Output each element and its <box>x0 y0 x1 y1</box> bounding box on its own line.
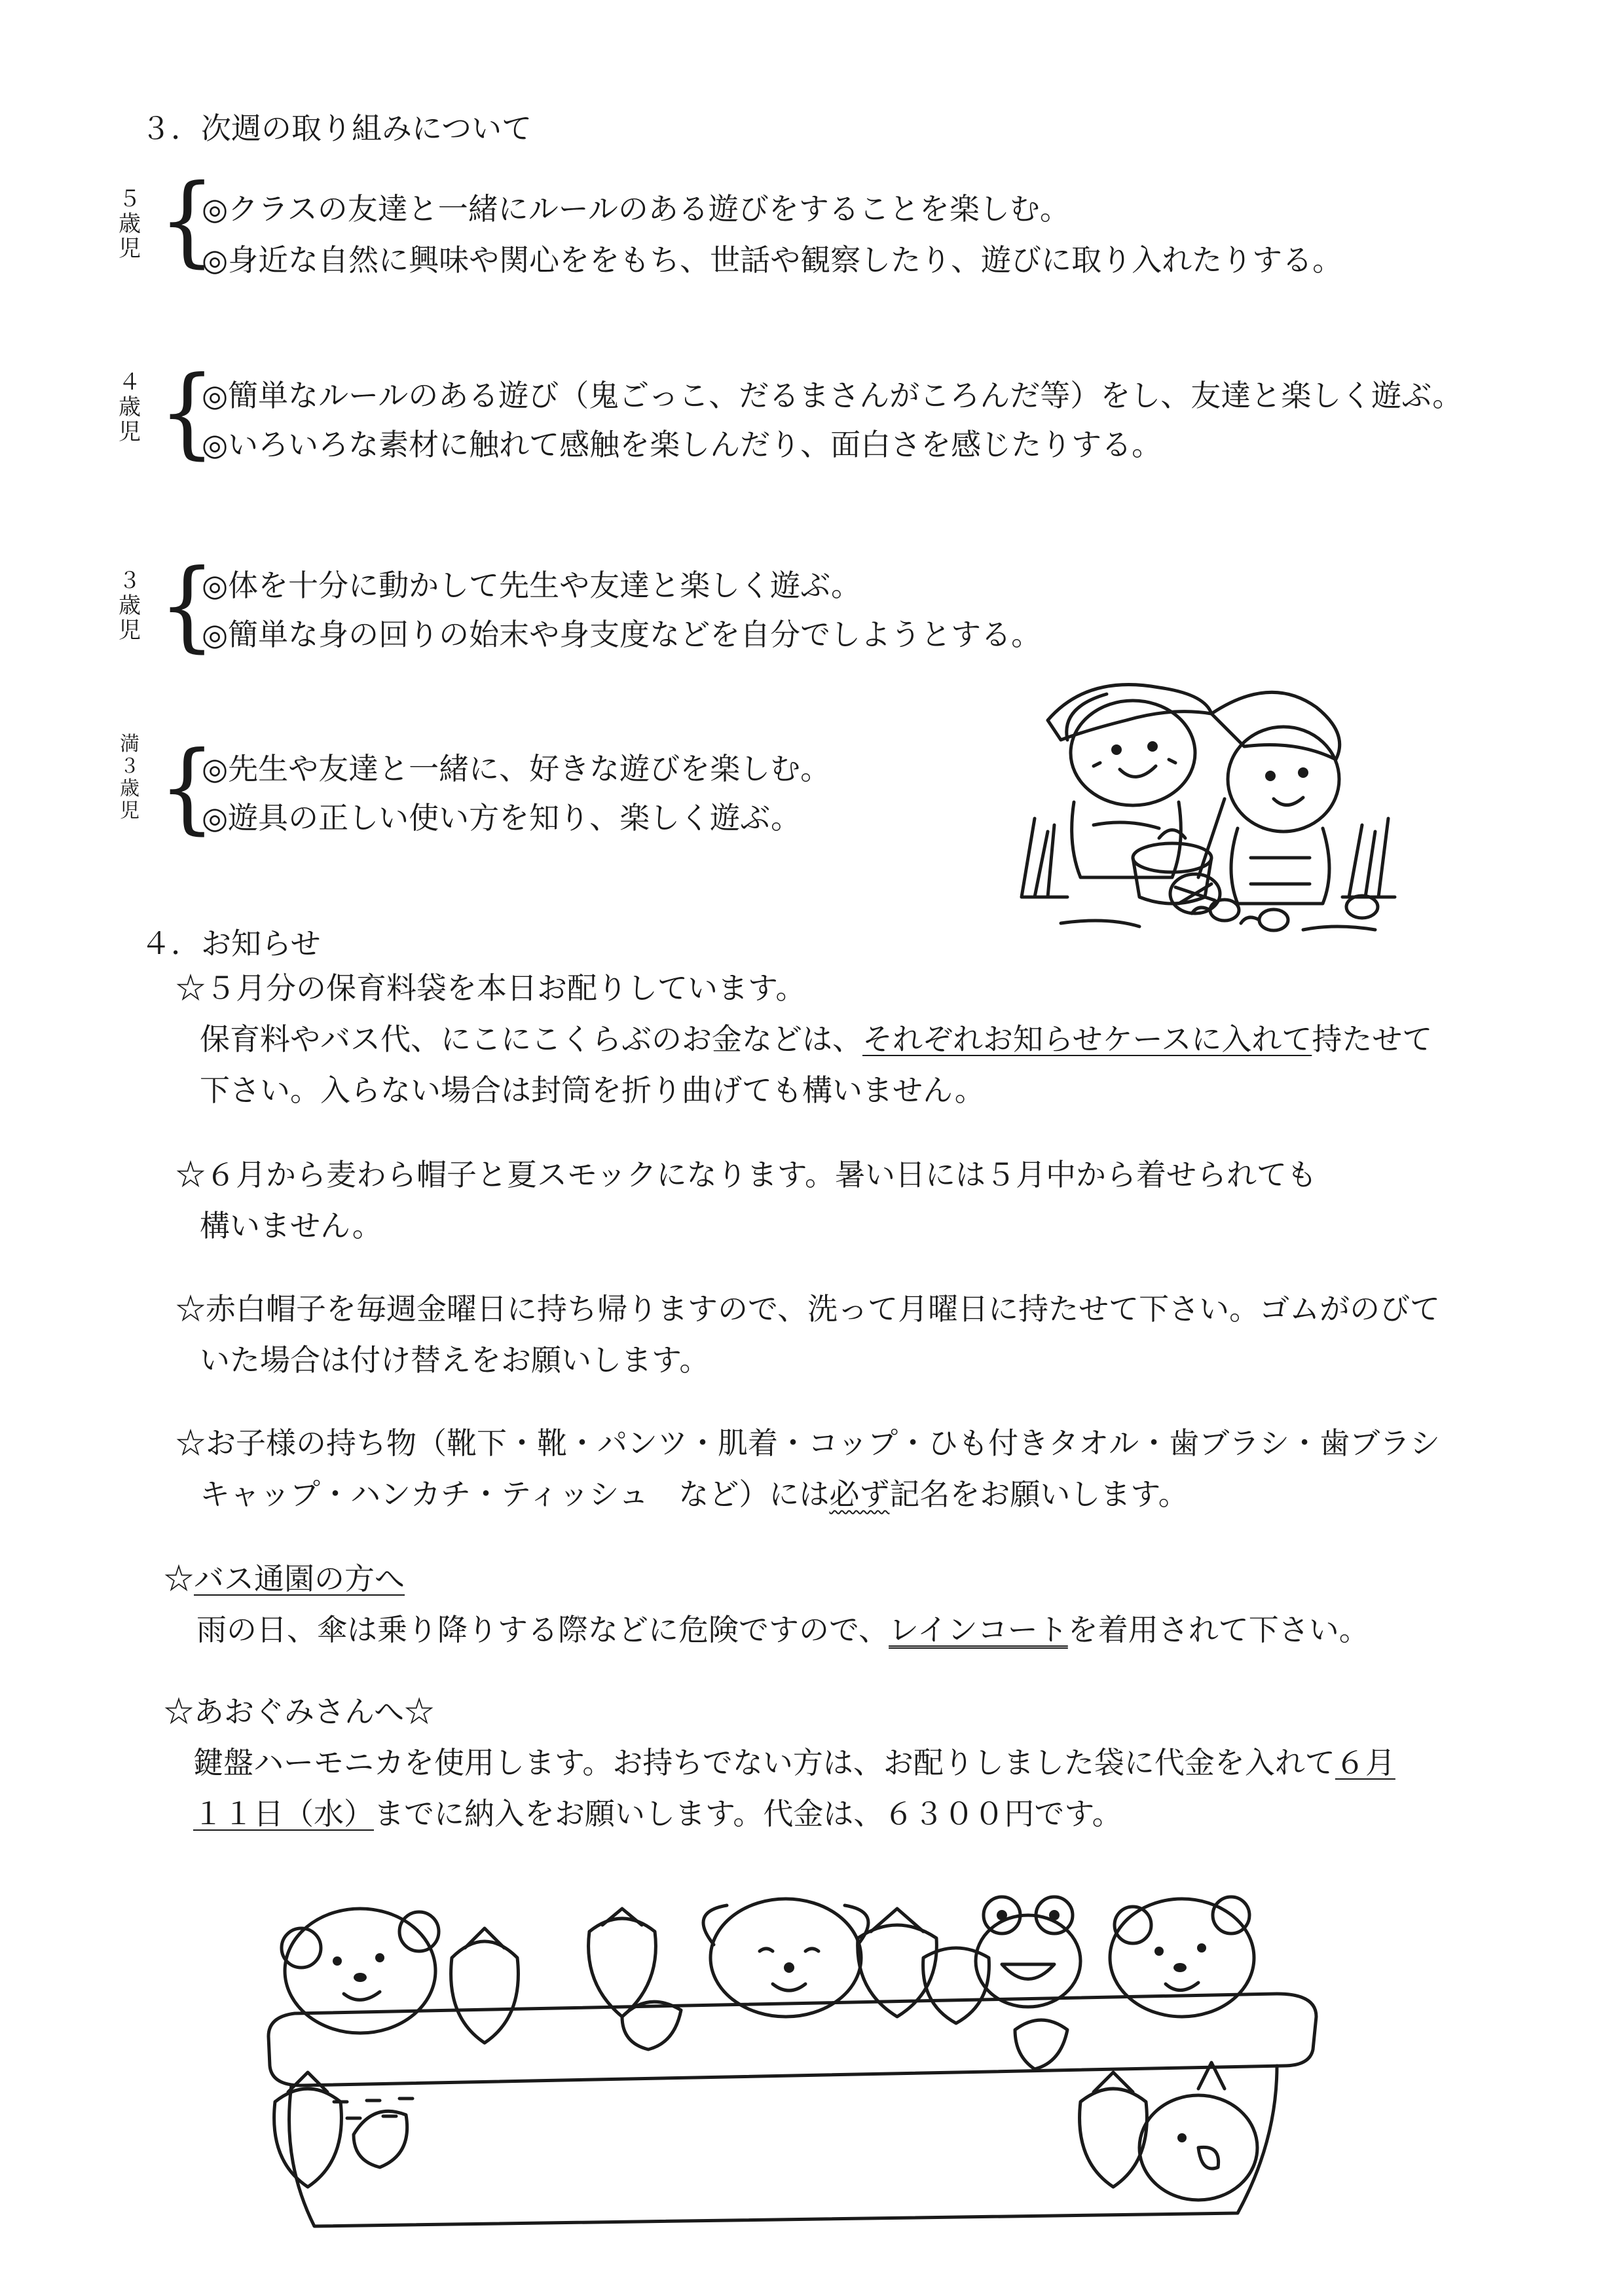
notice-line <box>196 1604 1369 1655</box>
age-label: 満３歳児 <box>120 733 139 822</box>
notice-line <box>193 1737 1395 1788</box>
underlined-text: それぞれお知らせケースに入れて <box>862 1021 1312 1057</box>
notice-line: 構いません。 <box>200 1208 382 1243</box>
age-label: ４歳児 <box>119 369 141 445</box>
brace-icon: { <box>158 356 215 469</box>
goal-line: ◎先生や友達と一緒に、好きな遊びを楽しむ。 <box>202 751 831 786</box>
goal-line: ◎遊具の正しい使い方を知り、楽しく遊ぶ。 <box>202 800 802 835</box>
basket-illustration <box>255 1886 1329 2252</box>
goal-line: ◎簡単なルールのある遊び（鬼ごっこ、だるまさんがころんだ等）をし、友達と楽しく遊ぶ。 <box>202 378 1463 413</box>
age-label: ３歳児 <box>119 568 141 644</box>
notice-line <box>193 1788 1122 1839</box>
star-icon: ☆ <box>164 1561 194 1596</box>
section3-title: ３．次週の取り組みについて <box>141 111 532 146</box>
text-segment: 鍵盤ハーモニカを使用します。お持ちでない方は、お配りしました袋に代金を入れて <box>193 1745 1335 1780</box>
text-segment: までに納入をお願いします。代金は、６３００円です。 <box>374 1796 1122 1831</box>
notice-heading: ☆あおぐみさんへ☆ <box>164 1694 435 1729</box>
notice-line: いた場合は付け替えをお願いします。 <box>200 1342 710 1378</box>
notice-line: ☆６月から麦わら帽子と夏スモックになります。暑い日には５月中から着せられても <box>175 1157 1317 1192</box>
brace-icon: { <box>158 549 215 663</box>
notice-heading: ☆５月分の保育料袋を本日お配りしています。 <box>175 970 806 1006</box>
notice-heading <box>164 1553 405 1604</box>
underlined-text: 必ず <box>829 1477 890 1512</box>
text-segment: 雨の日、傘は乗り降りする際などに危険ですので、 <box>196 1612 889 1647</box>
notice-line <box>200 1014 1432 1065</box>
text-segment: を着用されて下さい。 <box>1067 1612 1369 1647</box>
brace-icon: { <box>158 731 215 845</box>
goal-line: ◎いろいろな素材に触れて感触を楽しんだり、面白さを感じたりする。 <box>202 427 1162 462</box>
text-segment: キャップ・ハンカチ・ティッシュ など）には <box>200 1477 830 1512</box>
text-segment: 持たせて <box>1312 1021 1433 1057</box>
notice-line: ☆お子様の持ち物（靴下・靴・パンツ・肌着・コップ・ひも付きタオル・歯ブラシ・歯ブラシ <box>175 1425 1441 1461</box>
underlined-text: ６月 <box>1335 1745 1395 1780</box>
notice-line: ☆赤白帽子を毎週金曜日に持ち帰りますので、洗って月曜日に持たせて下さい。ゴムがのびて <box>175 1291 1441 1327</box>
children-illustration <box>1008 661 1414 936</box>
age-label: ５歳児 <box>119 186 141 262</box>
underlined-text: １１日（水） <box>193 1796 374 1831</box>
goal-line: ◎身近な自然に興味や関心ををもち、世話や観察したり、遊びに取り入れたりする。 <box>202 242 1343 278</box>
notice-line: 下さい。入らない場合は封筒を折り曲げても構いません。 <box>200 1073 985 1108</box>
goal-line: ◎体を十分に動かして先生や友達と楽しく遊ぶ。 <box>202 568 862 603</box>
goal-line: ◎簡単な身の回りの始末や身支度などを自分でしようとする。 <box>202 617 1042 652</box>
notice-line <box>200 1469 1189 1520</box>
text-segment: 保育料やバス代、にこにこくらぶのお金などは、 <box>200 1021 862 1057</box>
underlined-text: レインコート <box>889 1612 1068 1647</box>
brace-icon: { <box>158 164 215 278</box>
text-segment: 記名をお願いします。 <box>889 1477 1189 1512</box>
section4-title: ４．お知らせ <box>141 926 321 961</box>
goal-line: ◎クラスの友達と一緒にルールのある遊びをすることを楽しむ。 <box>202 191 1070 227</box>
underlined-text: バス通園の方へ <box>194 1561 405 1596</box>
